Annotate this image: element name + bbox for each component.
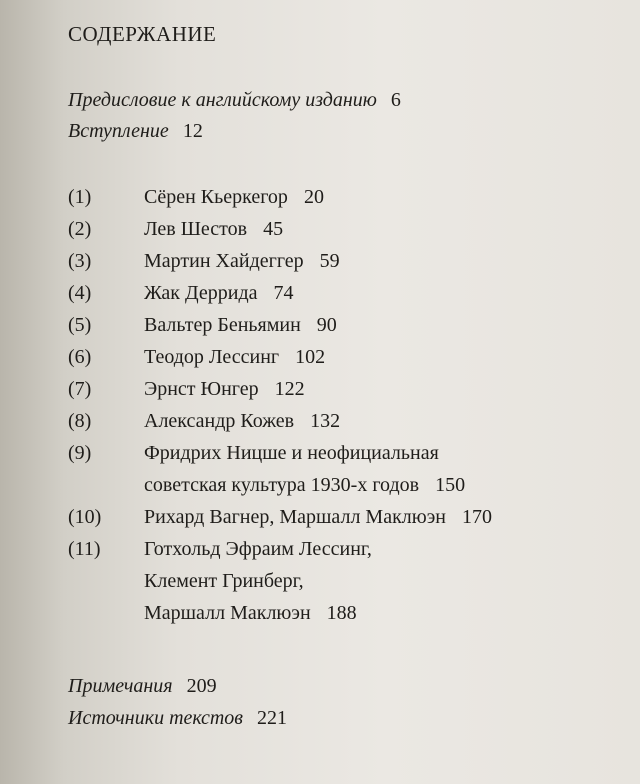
chapter-title: Эрнст Юнгер (144, 378, 259, 400)
back-matter-item (68, 672, 217, 700)
chapter-number: (4) (68, 282, 92, 304)
page-number: 102 (295, 346, 326, 368)
chapter-number: (11) (68, 538, 101, 560)
page-number: 45 (263, 218, 284, 240)
chapter-title: Рихард Вагнер, Маршалл Маклюэн (144, 506, 447, 528)
page-number: 122 (274, 378, 305, 400)
chapter-number: (5) (68, 314, 92, 336)
page-number: 74 (273, 282, 294, 304)
front-matter-label: Предисловие к английскому изданию (68, 89, 377, 111)
chapter-title: Сёрен Кьеркегор (144, 186, 288, 208)
front-matter-item (68, 86, 401, 114)
chapter-number: (9) (68, 442, 92, 464)
chapter-title-continued: советская культура 1930-х годов (144, 474, 420, 496)
back-matter-label: Источники текстов (68, 707, 243, 729)
page-number: 12 (182, 120, 203, 142)
page-number: 170 (462, 506, 493, 528)
back-matter-label: Примечания (68, 675, 173, 697)
chapter-number: (7) (68, 378, 92, 400)
chapter-title: Александр Кожев (144, 410, 295, 432)
chapter-title-continued: Маршалл Маклюэн (144, 602, 311, 624)
chapter-title: Мартин Хайдеггер (144, 250, 304, 272)
chapter-number: (6) (68, 346, 92, 368)
chapter-title: Жак Деррида (144, 282, 258, 304)
page-title: СОДЕРЖАНИЕ (68, 22, 217, 46)
chapter-title: Лев Шестов (144, 218, 248, 240)
chapter-title: Теодор Лессинг (144, 346, 280, 368)
front-matter-item (68, 117, 203, 145)
page-number: 59 (319, 250, 340, 272)
page-number: 90 (316, 314, 337, 336)
page-number: 20 (303, 186, 324, 208)
chapter-title-continued: Клемент Гринберг, (144, 570, 304, 592)
page-number: 6 (390, 89, 401, 111)
back-matter-item (68, 704, 287, 732)
page-number: 209 (186, 675, 217, 697)
page-number: 150 (435, 474, 466, 496)
page-number: 188 (326, 602, 357, 624)
chapter-title: Фридрих Ницше и неофициальная (144, 442, 439, 464)
chapter-number: (1) (68, 186, 92, 208)
chapter-number: (8) (68, 410, 92, 432)
chapter-title: Готхольд Эфраим Лессинг, (144, 538, 372, 560)
chapter-number: (10) (68, 506, 102, 528)
front-matter-label: Вступление (68, 120, 169, 142)
page-number: 221 (256, 707, 287, 729)
chapter-title: Вальтер Беньямин (144, 314, 301, 336)
chapter-number: (2) (68, 218, 92, 240)
page-number: 132 (310, 410, 341, 432)
chapter-number: (3) (68, 250, 92, 272)
